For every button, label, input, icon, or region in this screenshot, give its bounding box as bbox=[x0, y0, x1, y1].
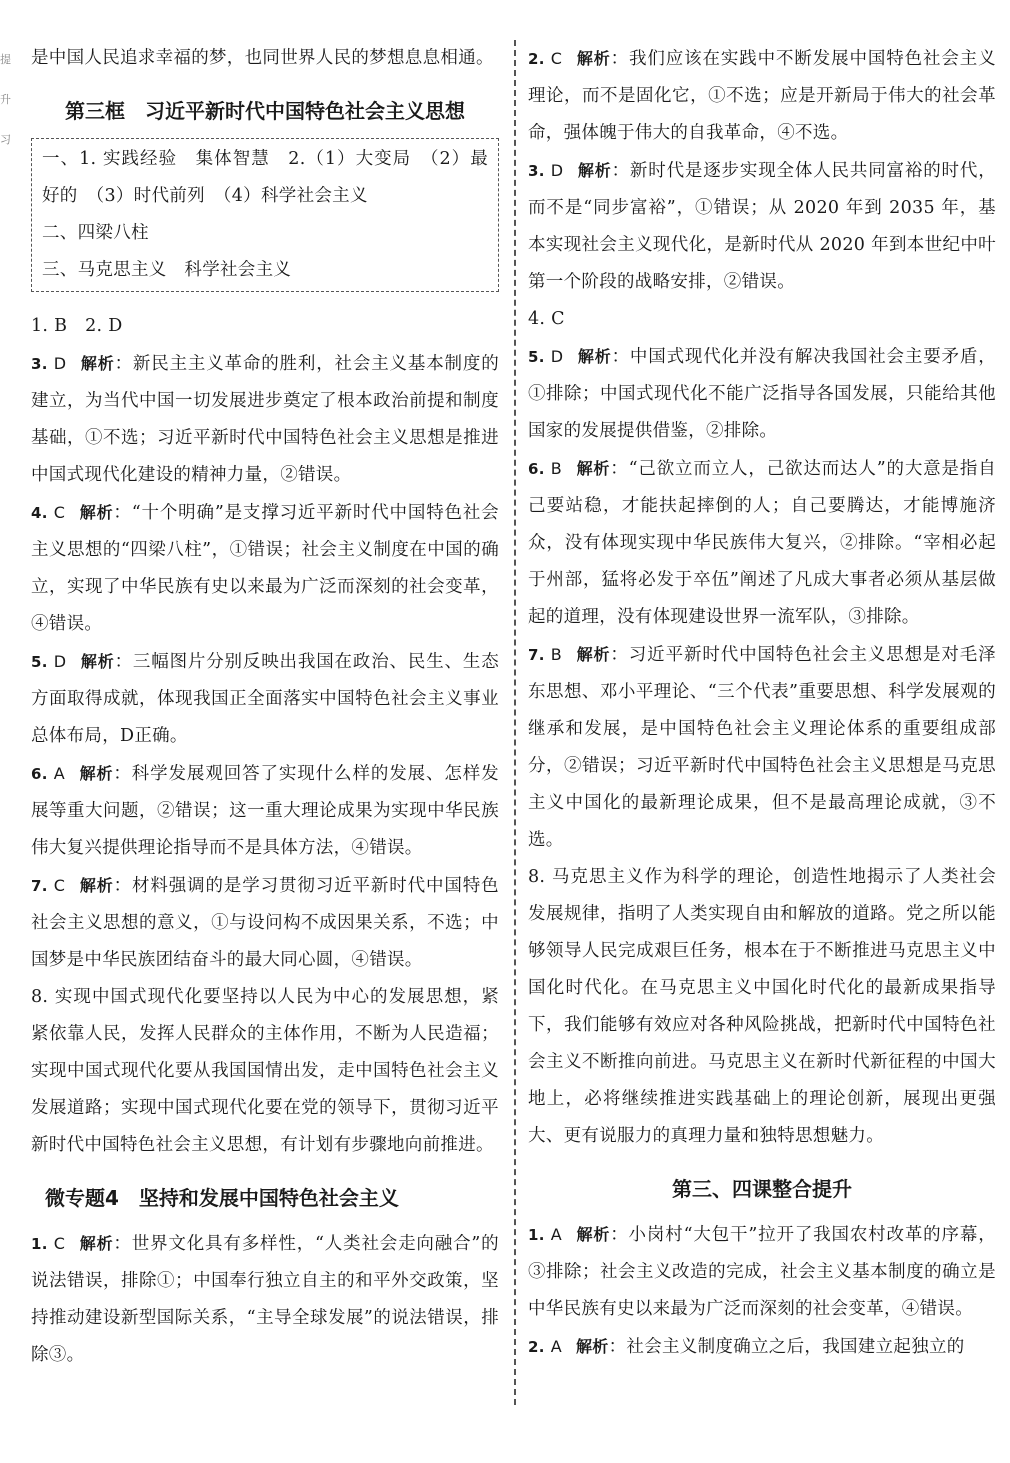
answer-item bbox=[528, 40, 996, 152]
item-answer: D bbox=[53, 354, 67, 373]
analysis-label: 解析 bbox=[79, 503, 114, 522]
essay-answer: 8. 马克思主义作为科学的理论，创造性地揭示了人类社会发展规律，指明了人类实现自由和解放的道路。党之所以能够领导人民完成艰巨任务，根本在于不断推进马克思主义中国化时代化。在马克思主义中国化时代化的最新成果指导下，我们能够有效应对各种风险挑战，把新时代中国特色社会主义不断推向前进。马克思主义在新时代新征程的中国大地上，必将继续推进实践基础上的理论创新，展现出更强大、更有说服力的真理力量和独特思想魅力。 bbox=[528, 867, 996, 1146]
item-number: 3. bbox=[31, 355, 48, 373]
analysis-text: ：小岗村“大包干”拉开了我国农村改革的序幕，③排除；社会主义改造的完成，社会主义基本制度的确立是中华民族有史以来最为广泛而深刻的社会变革，④错误。 bbox=[528, 1225, 996, 1319]
analysis-label: 解析 bbox=[577, 347, 612, 366]
answer-item bbox=[31, 494, 499, 643]
answer-item bbox=[528, 1216, 996, 1328]
item-answer: A bbox=[53, 764, 65, 783]
answer-item bbox=[31, 867, 499, 979]
item-number: 5. bbox=[528, 348, 545, 366]
item-answer: C bbox=[53, 503, 66, 522]
edge-mark: 升 bbox=[0, 93, 11, 106]
answer-item bbox=[31, 345, 499, 494]
item-number: 2. bbox=[528, 1338, 545, 1356]
analysis-label: 解析 bbox=[80, 354, 115, 373]
answer-item bbox=[31, 643, 499, 755]
answer-line: 4. C bbox=[528, 309, 565, 329]
item-number: 6. bbox=[528, 460, 545, 478]
analysis-label: 解析 bbox=[577, 161, 612, 180]
item-number: 6. bbox=[31, 765, 48, 783]
answer-item bbox=[528, 152, 996, 301]
item-number: 4. bbox=[31, 504, 48, 522]
item-answer: C bbox=[53, 1234, 66, 1253]
item-answer: D bbox=[550, 161, 564, 180]
edge-mark: 提 bbox=[0, 53, 11, 66]
item-number: 1. bbox=[31, 1235, 48, 1253]
analysis-text: ：新民主主义革命的胜利，社会主义基本制度的建立，为当代中国一切发展进步奠定了根本政治前提和制度基础，①不选；习近平新时代中国特色社会主义思想是推进中国式现代化建设的精神力量，②错误。 bbox=[31, 354, 499, 485]
item-number: 3. bbox=[528, 162, 545, 180]
item-answer: C bbox=[53, 876, 66, 895]
item-answer: A bbox=[550, 1225, 562, 1244]
analysis-label: 解析 bbox=[79, 876, 114, 895]
analysis-text: ：材料强调的是学习贯彻习近平新时代中国特色社会主义思想的意义，①与设问构不成因果关系，不选；中国梦是中华民族团结奋斗的最大同心圆，④错误。 bbox=[31, 876, 499, 970]
analysis-text: ：新时代是逐步实现全体人民共同富裕的时代，而不是“同步富裕”，①错误；从 2020 年到 2035 年，基本实现社会主义现代化，是新时代从 2020 年到本世纪中叶第一个阶段的战略安排，②错误。 bbox=[528, 161, 996, 292]
analysis-text: ：“十个明确”是支撑习近平新时代中国特色社会主义思想的“四梁八柱”，①错误；社会主义制度在中国的确立，实现了中华民族有史以来最为广泛而深刻的社会变革，④错误。 bbox=[31, 503, 499, 634]
intro-text: 是中国人民追求幸福的梦，也同世界人民的梦想息息相通。 bbox=[31, 48, 494, 68]
analysis-text: ：我们应该在实践中不断发展中国特色社会主义理论，而不是固化它，①不选；应是开新局于伟大的社会革命，强体魄于伟大的自我革命，④不选。 bbox=[528, 49, 996, 143]
fill-in-box bbox=[31, 138, 499, 292]
right-column bbox=[528, 40, 996, 1366]
analysis-text: ：三幅图片分别反映出我国在政治、民生、生态方面取得成就，体现我国正全面落实中国特色社会主义事业总体布局，D正确。 bbox=[31, 652, 499, 746]
item-number: 7. bbox=[528, 646, 545, 664]
analysis-label: 解析 bbox=[80, 652, 115, 671]
item-answer: B bbox=[550, 459, 563, 478]
box-line: 二、四梁八柱 bbox=[42, 223, 149, 243]
analysis-text: ：世界文化具有多样性，“人类社会走向融合”的说法错误，排除①；中国奉行独立自主的和平外交政策，坚持推动建设新型国际关系，“主导全球发展”的说法错误，排除③。 bbox=[31, 1234, 499, 1365]
binding-edge-marks bbox=[0, 40, 12, 170]
analysis-label: 解析 bbox=[576, 49, 611, 68]
box-line: 一、1. 实践经验 集体智慧 2.（1）大变局 （2）最好的 （3）时代前列 （4）科学社会主义 bbox=[42, 149, 488, 206]
section-title: 微专题4 坚持和发展中国特色社会主义 bbox=[45, 1186, 399, 1210]
analysis-label: 解析 bbox=[79, 764, 114, 783]
item-number: 1. bbox=[528, 1226, 545, 1244]
section-title: 第三框 习近平新时代中国特色社会主义思想 bbox=[65, 99, 465, 123]
analysis-text: ：社会主义制度确立之后，我国建立起独立的 bbox=[608, 1337, 965, 1357]
analysis-label: 解析 bbox=[79, 1234, 114, 1253]
analysis-text: ：中国式现代化并没有解决我国社会主要矛盾，①排除；中国式现代化不能广泛指导各国发展，只能给其他国家的发展提供借鉴，②排除。 bbox=[528, 347, 996, 441]
analysis-label: 解析 bbox=[576, 645, 611, 664]
item-answer: A bbox=[550, 1337, 562, 1356]
box-line: 三、马克思主义 科学社会主义 bbox=[42, 260, 292, 280]
answer-line: 1. B 2. D bbox=[31, 316, 123, 336]
essay-answer: 8. 实现中国式现代化要坚持以人民为中心的发展思想，紧紧依靠人民，发挥人民群众的主体作用，不断为人民造福；实现中国式现代化要从我国国情出发，走中国特色社会主义发展道路；实现中国式现代化要在党的领导下，贯彻习近平新时代中国特色社会主义思想，有计划有步骤地向前推进。 bbox=[31, 987, 499, 1155]
analysis-text: ：科学发展观回答了实现什么样的发展、怎样发展等重大问题，②错误；这一重大理论成果为实现中华民族伟大复兴提供理论指导而不是具体方法，④错误。 bbox=[31, 764, 499, 858]
item-answer: D bbox=[53, 652, 67, 671]
item-answer: C bbox=[550, 49, 563, 68]
item-number: 5. bbox=[31, 653, 48, 671]
analysis-label: 解析 bbox=[576, 1337, 609, 1356]
answer-item bbox=[31, 1225, 499, 1374]
answer-item bbox=[528, 636, 996, 859]
item-number: 7. bbox=[31, 877, 48, 895]
answer-item bbox=[31, 755, 499, 867]
answer-item bbox=[528, 1328, 996, 1366]
analysis-label: 解析 bbox=[576, 1225, 611, 1244]
answer-item bbox=[528, 450, 996, 636]
edge-mark: 习 bbox=[0, 133, 11, 146]
answer-item bbox=[528, 338, 996, 450]
column-divider bbox=[514, 40, 516, 1405]
section-title: 第三、四课整合提升 bbox=[672, 1177, 852, 1201]
item-answer: B bbox=[550, 645, 563, 664]
analysis-text: ：习近平新时代中国特色社会主义思想是对毛泽东思想、邓小平理论、“三个代表”重要思想、科学发展观的继承和发展，是中国特色社会主义理论体系的重要组成部分，②错误；习近平新时代中国特色社会主义思想是马克思主义中国化的最新理论成果，但不是最高理论成就，③不选。 bbox=[528, 645, 996, 850]
item-answer: D bbox=[550, 347, 564, 366]
analysis-label: 解析 bbox=[576, 459, 611, 478]
item-number: 2. bbox=[528, 50, 545, 68]
analysis-text: ：“己欲立而立人，己欲达而达人”的大意是指自己要站稳，才能扶起摔倒的人；自己要腾达，才能博施济众，没有体现实现中华民族伟大复兴，②排除。“宰相必起于州部，猛将必发于卒伍”阐述了凡成大事者必须从基层做起的道理，没有体现建设世界一流军队，③排除。 bbox=[528, 459, 996, 627]
left-column bbox=[31, 40, 499, 1374]
